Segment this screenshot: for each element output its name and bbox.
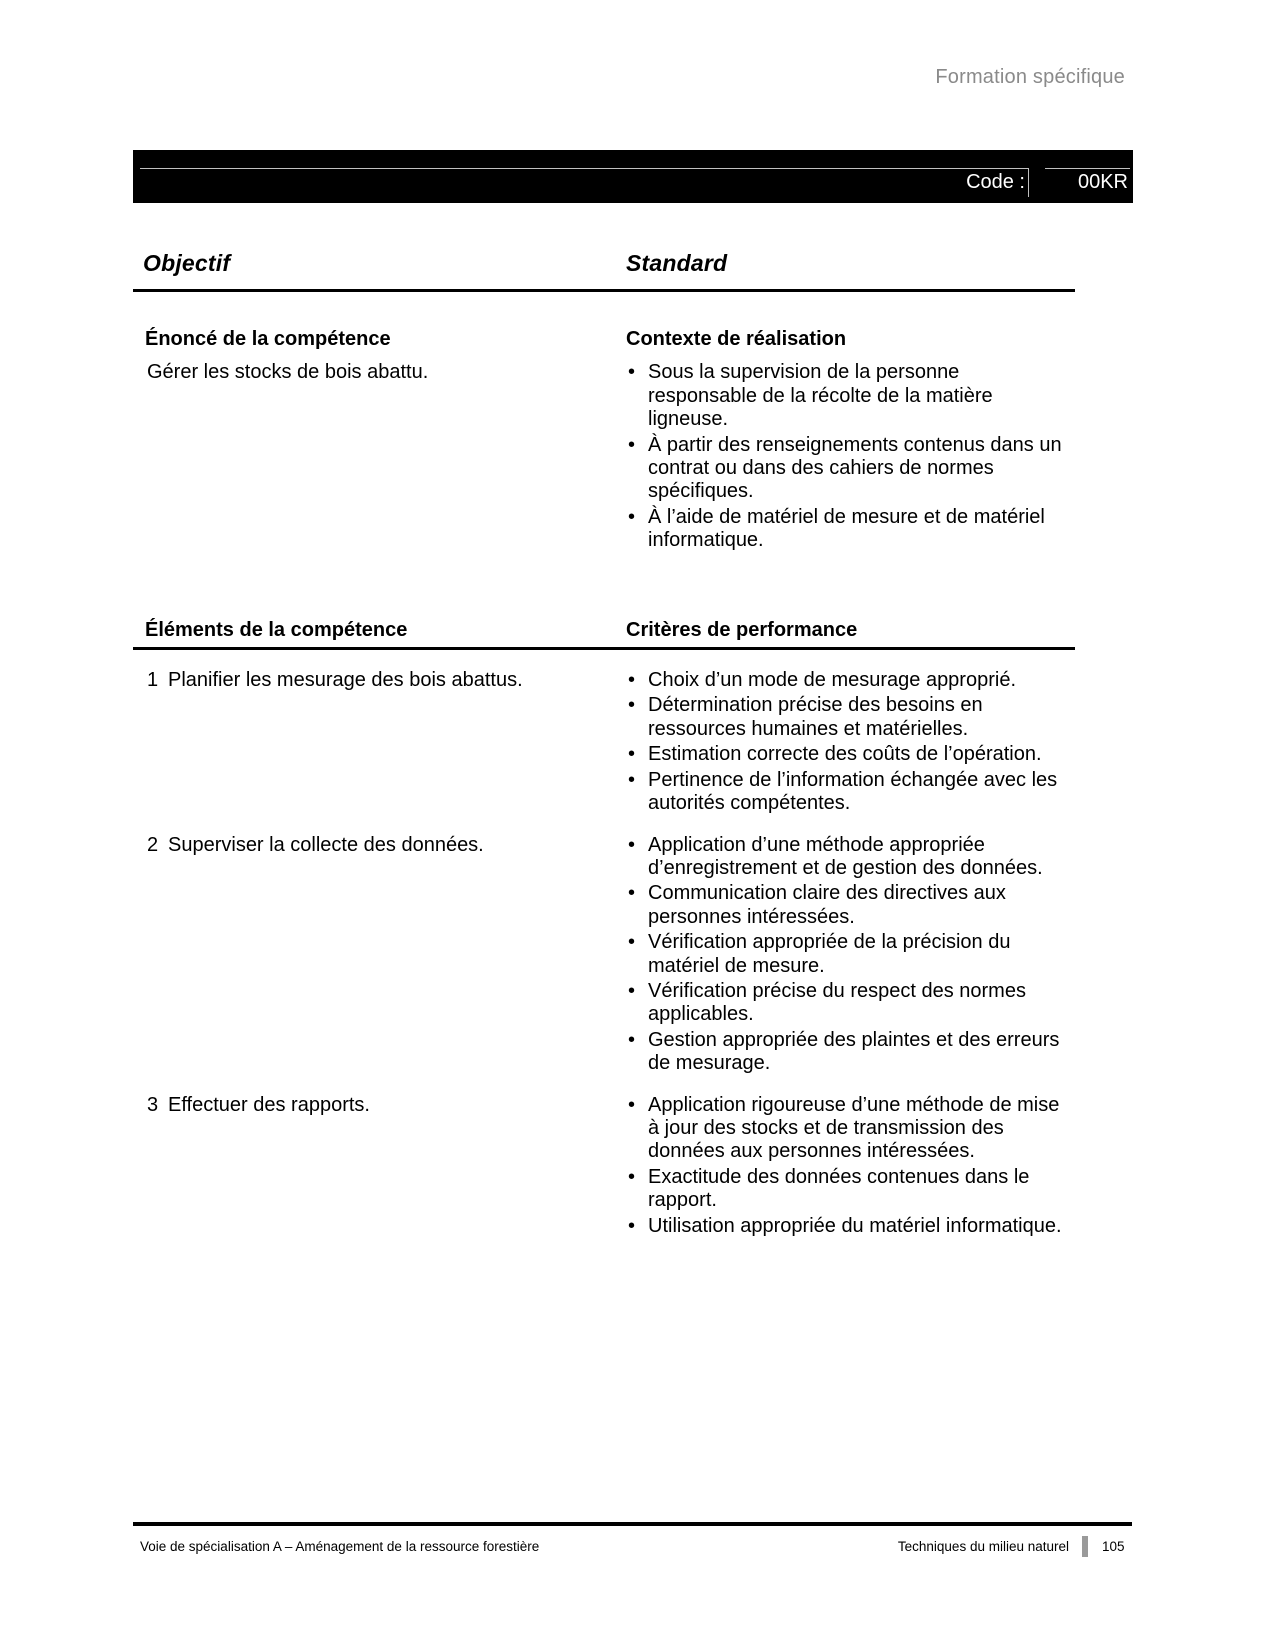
criteria-bullet: • Vérification précise du respect des normes applicables. (626, 980, 1070, 1027)
code-bar-vertical-separator (1028, 168, 1029, 197)
footer (133, 1536, 1132, 1557)
element-number: 3 (147, 1093, 159, 1116)
section-rule-top (133, 289, 1075, 292)
context-bullet: • À l’aide de matériel de mesure et de matériel informatique. (626, 506, 1070, 553)
contexte-heading: Contexte de réalisation (626, 328, 847, 350)
footer-rule (133, 1522, 1132, 1526)
elements-heading: Éléments de la compétence (145, 618, 408, 641)
competence-body-row (133, 361, 1075, 554)
section-rule-elements (133, 647, 1075, 650)
criteria-list (622, 669, 1070, 817)
element-row-2 (133, 834, 1075, 1078)
element-label: Superviser la collecte des données. (168, 833, 484, 856)
competence-statement: Gérer les stocks de bois abattu. (147, 361, 429, 384)
column-title-row (133, 250, 1075, 276)
criteria-bullet: • Vérification appropriée de la précision du matériel de mesure. (626, 931, 1070, 978)
criteria-bullet: • Pertinence de l’information échangée avec les autorités compétentes. (626, 769, 1070, 816)
element-item (133, 669, 622, 817)
element-row-1 (133, 669, 1075, 817)
criteria-bullet: • Gestion appropriée des plaintes et des erreurs de mesurage. (626, 1029, 1070, 1076)
element-item (133, 1094, 622, 1240)
main-content (133, 250, 1075, 1240)
criteria-bullet: • Utilisation appropriée du matériel informatique. (626, 1215, 1070, 1238)
element-label: Effectuer des rapports. (168, 1093, 370, 1116)
element-row-3 (133, 1094, 1075, 1240)
element-number: 2 (147, 833, 159, 856)
criteria-bullet: • Application d’une méthode appropriée d’enregistrement et de gestion des données. (626, 834, 1070, 881)
criteria-bullet: • Application rigoureuse d’une méthode de mise à jour des stocks et de transmission des données aux personnes intéressées. (626, 1094, 1070, 1164)
code-value: 00KR (1077, 171, 1128, 193)
context-bullet-list (622, 361, 1070, 554)
elements-heading-row (133, 619, 1075, 642)
element-number: 1 (147, 669, 159, 692)
criteria-bullet: • Estimation correcte des coûts de l’opération. (626, 743, 1070, 766)
objectif-title: Objectif (143, 250, 231, 276)
competence-heading-row (133, 328, 1075, 351)
footer-right-group (898, 1536, 1132, 1557)
criteria-list (622, 834, 1070, 1078)
context-bullet: • Sous la supervision de la personne responsable de la récolte de la matière ligneuse. (626, 361, 1070, 431)
criteria-bullet: • Choix d’un mode de mesurage approprié. (626, 669, 1070, 692)
code-bar-divider-line (140, 168, 1028, 169)
criteria-bullet: • Communication claire des directives aux personnes intéressées. (626, 882, 1070, 929)
criteres-heading: Critères de performance (626, 618, 858, 641)
code-cell-top-border (1045, 168, 1130, 169)
footer-left-text: Voie de spécialisation A – Aménagement de la ressource forestière (140, 1539, 540, 1554)
enonce-heading: Énoncé de la compétence (145, 328, 391, 350)
page-number: 105 (1102, 1539, 1125, 1554)
element-label: Planifier les mesurage des bois abattus. (168, 669, 523, 692)
code-label: Code : (966, 171, 1025, 193)
code-bar (133, 150, 1133, 203)
criteria-list (622, 1094, 1070, 1240)
element-item (133, 834, 622, 1078)
context-bullet: • À partir des renseignements contenus dans un contrat ou dans des cahiers de normes spécifiques. (626, 434, 1070, 504)
criteria-bullet: • Exactitude des données contenues dans le rapport. (626, 1166, 1070, 1213)
standard-title: Standard (626, 250, 728, 276)
running-header: Formation spécifique (935, 66, 1125, 88)
footer-right-text: Techniques du milieu naturel (897, 1539, 1069, 1554)
page-number-bar (1082, 1536, 1088, 1557)
criteria-bullet: • Détermination précise des besoins en ressources humaines et matérielles. (626, 694, 1070, 741)
